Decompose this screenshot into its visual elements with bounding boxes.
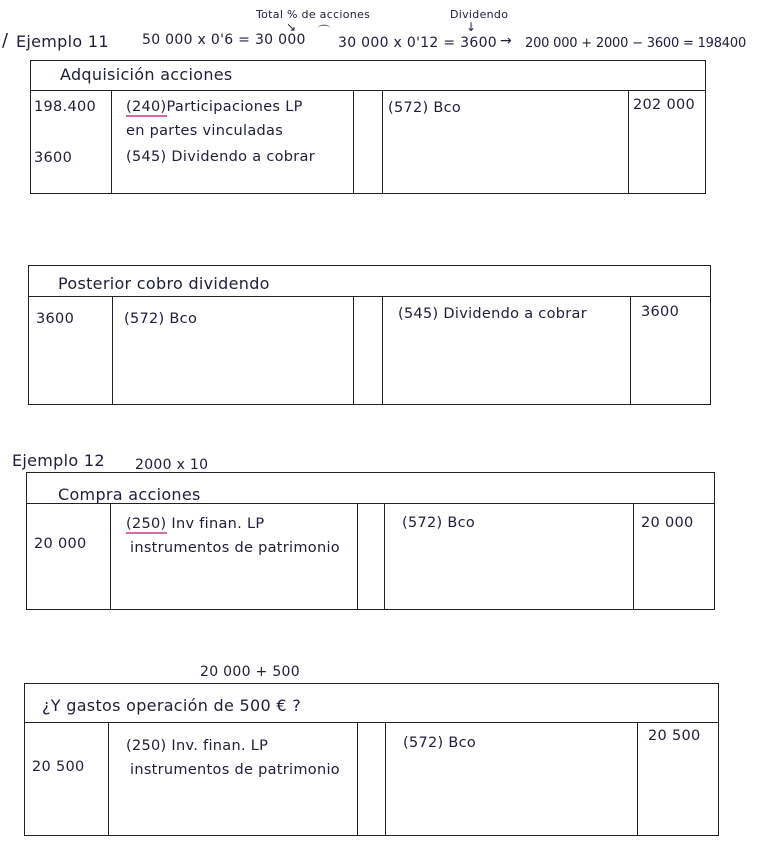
debit-account-line (126, 513, 264, 536)
ejemplo-11-label: Ejemplo 11 (16, 32, 109, 51)
debit-amount: 3600 (36, 311, 75, 327)
calc-acciones: 50 000 x 0'6 = 30 000 (142, 32, 306, 48)
account-name: Inv finan. LP (171, 516, 265, 532)
credit-amount: 20 000 (641, 515, 694, 531)
account-name: Dividendo a cobrar (171, 149, 315, 165)
debit-account-line: en partes vinculadas (126, 123, 284, 139)
debit-amount: 198.400 (34, 99, 97, 115)
account-name: Participaciones LP (166, 99, 303, 115)
debit-amount: 20 500 (32, 759, 85, 775)
credit-account: (572) Bco (402, 515, 476, 531)
account-code: (250) (126, 738, 167, 754)
debit-amount: 20 000 (34, 536, 87, 552)
credit-account: (572) Bco (403, 735, 477, 751)
curved-arrow-icon: ⌒ (318, 24, 331, 38)
account-name: Inv. finan. LP (171, 738, 269, 754)
account-code: (250) (126, 516, 167, 532)
entry-title: ¿Y gastos operación de 500 € ? (42, 696, 302, 715)
ejemplo-12-label: Ejemplo 12 (12, 451, 105, 470)
calc-compra: 2000 x 10 (135, 457, 209, 473)
entry-title: Compra acciones (58, 485, 201, 504)
margin-mark: / (2, 30, 9, 51)
arrow-right-icon: → (500, 33, 513, 49)
arrow-down-icon: ↘ (286, 20, 297, 34)
debit-account-line (126, 96, 303, 119)
debit-account-line (126, 735, 268, 758)
debit-account-line (124, 308, 197, 331)
account-code: (572) (124, 311, 165, 327)
account-code: (240) (126, 99, 167, 115)
credit-amount: 3600 (641, 304, 680, 320)
note-dividendo: Dividendo (450, 8, 509, 21)
debit-amount: 3600 (34, 150, 73, 166)
account-code: (545) (126, 149, 167, 165)
calc-gastos: 20 000 + 500 (200, 664, 300, 680)
debit-account-line (126, 146, 315, 169)
credit-account: (545) Dividendo a cobrar (398, 306, 587, 322)
calc-total: 200 000 + 2000 − 3600 = 198400 (525, 36, 747, 51)
credit-amount: 202 000 (633, 97, 696, 113)
arrow-down-icon: ↓ (466, 20, 477, 34)
entry-title: Posterior cobro dividendo (58, 274, 270, 293)
calc-dividendo: 30 000 x 0'12 = 3600 (338, 35, 498, 51)
debit-account-line: instrumentos de patrimonio (130, 540, 340, 556)
account-name: Bco (169, 311, 198, 327)
credit-amount: 20 500 (648, 728, 701, 744)
entry-title: Adquisición acciones (60, 65, 233, 84)
credit-account: (572) Bco (388, 100, 462, 116)
note-total-acciones: Total % de acciones (256, 8, 371, 21)
debit-account-line: instrumentos de patrimonio (130, 762, 340, 778)
